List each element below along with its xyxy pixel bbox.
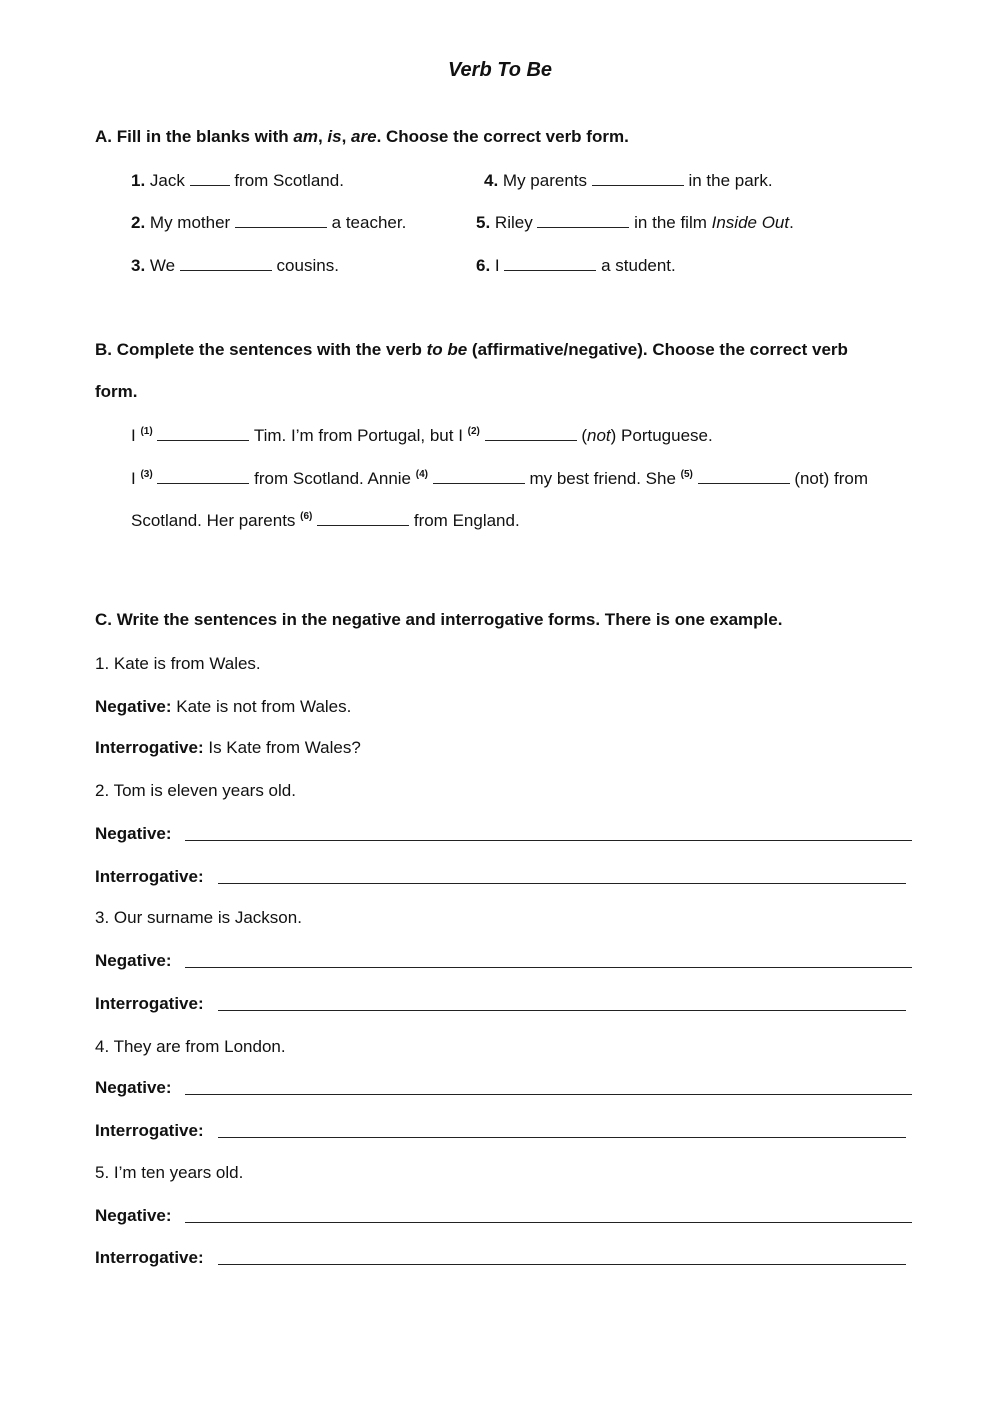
negative-answer-line[interactable] [185,840,912,841]
a-item-6 [476,255,676,276]
section-b-heading-pre: B. Complete the sentences with the verb [95,340,427,359]
b-text: ) Portuguese. [610,426,713,445]
answer-blank[interactable] [537,212,629,228]
a-item-post: a teacher. [326,213,407,232]
section-b-heading-mid: (affirmative/negative). Choose the correct verb [467,340,848,359]
interrogative-label: Interrogative: [95,867,204,886]
interrogative-label: Interrogative: [95,1248,204,1267]
a-item-post: in the film [629,213,712,232]
word-is: is [327,127,342,146]
c-sentence: 3. Our surname is Jackson. [95,908,302,927]
section-c-heading: C. Write the sentences in the negative and interrogative forms. There is one example. [95,610,783,629]
a-item-num: 2. [131,213,146,232]
b-text: from England. [409,511,520,530]
section-a-heading [95,127,629,147]
page-title: Verb To Be [447,59,553,81]
answer-blank[interactable] [698,468,790,484]
interrogative-answer-line[interactable] [218,883,906,884]
a-item-pre: We [145,256,180,275]
a-item-pre: My parents [498,171,592,190]
section-b-heading-line2: form. [95,382,138,401]
blank-number: (5) [680,469,693,480]
answer-blank[interactable] [504,255,596,271]
example-interrogative-answer: Is Kate from Wales? [203,738,361,757]
a-item-5 [476,212,794,233]
c-sentence: 2. Tom is eleven years old. [95,781,296,800]
negative-label: Negative: [95,824,172,843]
answer-blank[interactable] [433,468,525,484]
negative-label: Negative: [95,697,172,716]
b-text: from Scotland. Annie [249,469,416,488]
b-text: Tim. I’m from Portugal, but I [249,426,468,445]
b-text: (not) from [789,469,868,488]
negative-label: Negative: [95,1206,172,1225]
film-title: Inside Out [711,213,790,232]
blank-number: (4) [415,469,428,480]
c-sentence: 4. They are from London. [95,1037,286,1056]
a-item-num: 1. [131,171,146,190]
word-am: am [293,127,318,146]
answer-blank[interactable] [317,510,409,526]
interrogative-label: Interrogative: [95,1121,204,1140]
a-item-post: from Scotland. [229,171,344,190]
negative-answer-line[interactable] [185,967,912,968]
interrogative-answer-line[interactable] [218,1137,906,1138]
a-item-1 [131,170,344,191]
a-item-2 [131,212,406,233]
a-item-4 [484,170,773,191]
a-item-post: cousins. [271,256,339,275]
blank-number: (3) [140,469,153,480]
c-sentence: 5. I’m ten years old. [95,1163,244,1182]
a-item-post: a student. [596,256,676,275]
a-item-post: in the park. [683,171,773,190]
answer-blank[interactable] [157,468,249,484]
a-item-num: 5. [476,213,491,232]
b-paragraph-line-1 [131,425,713,446]
b-text-ital: not [587,426,611,445]
sep-2: , [341,127,352,146]
answer-blank[interactable] [157,425,249,441]
b-text: I [131,469,141,488]
a-item-pre: My mother [145,213,235,232]
a-item-end: . [789,213,794,232]
word-are: are [351,127,377,146]
c-example-sentence: 1. Kate is from Wales. [95,654,261,673]
negative-answer-line[interactable] [185,1094,912,1095]
interrogative-answer-line[interactable] [218,1264,906,1265]
negative-label: Negative: [95,1078,172,1097]
a-item-num: 6. [476,256,491,275]
section-b-heading-ital: to be [426,340,468,359]
negative-label: Negative: [95,951,172,970]
answer-blank[interactable] [485,425,577,441]
answer-blank[interactable] [592,170,684,186]
a-item-pre: I [490,256,505,275]
c-example-negative [95,697,351,717]
answer-blank[interactable] [180,255,272,271]
blank-number: (2) [467,426,480,437]
b-paragraph-line-2 [131,468,868,489]
a-item-num: 3. [131,256,146,275]
interrogative-label: Interrogative: [95,738,204,757]
b-text: I [131,426,141,445]
example-negative-answer: Kate is not from Wales. [171,697,352,716]
a-item-pre: Jack [145,171,190,190]
section-b-heading [95,340,848,360]
b-text: my best friend. She [524,469,681,488]
negative-answer-line[interactable] [185,1222,912,1223]
answer-blank[interactable] [190,170,230,186]
blank-number: (1) [140,426,153,437]
c-example-interrogative [95,738,361,758]
interrogative-label: Interrogative: [95,994,204,1013]
a-item-3 [131,255,339,276]
b-paragraph-line-3 [131,510,520,531]
b-text: Scotland. Her parents [131,511,301,530]
b-text: ( [576,426,588,445]
answer-blank[interactable] [235,212,327,228]
section-a-heading-pre: A. Fill in the blanks with [95,127,294,146]
interrogative-answer-line[interactable] [218,1010,906,1011]
section-a-heading-post: . Choose the correct verb form. [376,127,629,146]
blank-number: (6) [300,511,313,522]
a-item-pre: Riley [490,213,538,232]
sep-1: , [317,127,328,146]
a-item-num: 4. [484,171,499,190]
